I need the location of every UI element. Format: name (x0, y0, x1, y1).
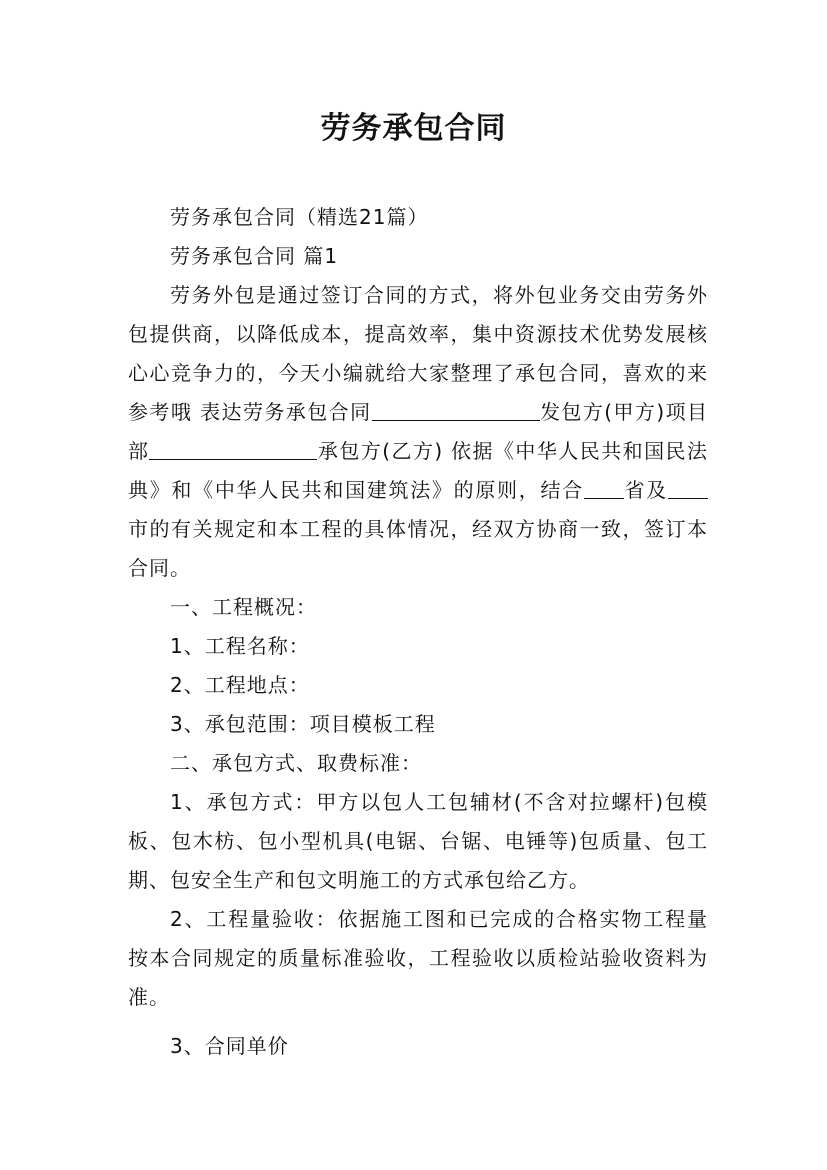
section-line: 2、工程量验收：依据施工图和已完成的合格实物工程量按本合同规定的质量标准验收，工程验收以质检站验收资料为准。 (128, 907, 708, 1009)
document-subtitle: 劳务承包合同（精选21篇） (170, 205, 429, 229)
section-line: 1、承包方式：甲方以包人工包辅材(不含对拉螺杆)包模板、包木枋、包小型机具(电锯、台锯、电锤等)包质量、包工期、包安全生产和包文明施工的方式承包给乙方。 (128, 790, 708, 892)
last-item: 3、合同单价 (170, 1034, 289, 1058)
section-line: 2、工程地点： (170, 673, 310, 697)
document-body (128, 198, 708, 1066)
intro-part2: 发包方(甲方)项目部 (128, 400, 709, 463)
section-line: 一、工程概况： (170, 595, 317, 619)
document-title: 劳务承包合同 (320, 111, 507, 146)
intro-part5: 市的有关规定和本工程的具体情况，经双方协商一致，签订本合同。 (128, 517, 708, 580)
blank-line (584, 474, 624, 499)
section-line: 3、承包范围：项目模板工程 (170, 712, 436, 736)
section-heading: 劳务承包合同 篇1 (170, 244, 339, 268)
blank-line (372, 396, 540, 421)
intro-paragraph (128, 276, 708, 588)
section-line: 二、承包方式、取费标准： (170, 751, 422, 775)
intro-part1: 劳务外包是通过签订合同的方式，将外包业务交由劳务外包提供商，以降低成本，提高效率，集中资源技术优势发展核心心竞争力的，今天小编就给大家整理了承包合同，喜欢的来参考哦 表达劳务承包合同 (128, 283, 708, 424)
paragraph-spacer (128, 1017, 708, 1027)
intro-part4: 省及 (623, 478, 669, 502)
section-line: 1、工程名称： (170, 634, 310, 658)
blank-line (668, 474, 708, 499)
intro-part3: 承包方(乙方) 依据《中华人民共和国民法典》和《中华人民共和国建筑法》的原则，结合 (128, 439, 708, 502)
blank-line (149, 435, 317, 460)
